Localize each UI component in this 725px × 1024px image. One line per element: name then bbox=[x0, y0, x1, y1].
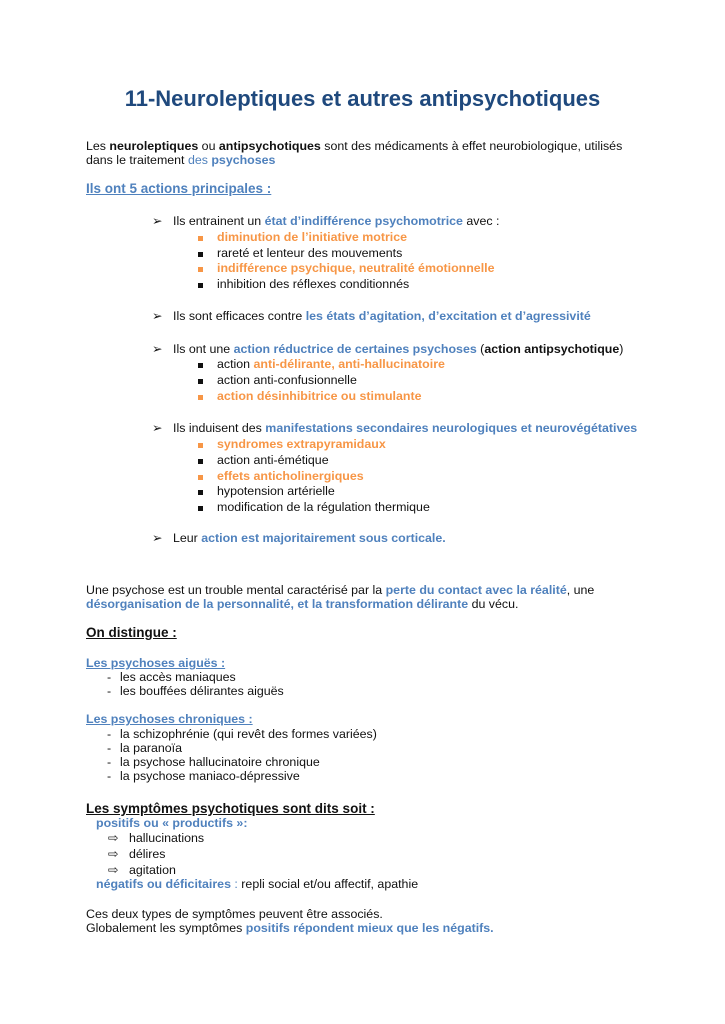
list-item bbox=[217, 261, 494, 276]
list-item bbox=[120, 755, 320, 770]
list-item bbox=[217, 357, 445, 372]
arrow-bullet-icon: ➢ bbox=[152, 421, 163, 435]
text-run: les états d’agitation, d’excitation et d’agressivité bbox=[305, 309, 591, 323]
paragraph-line bbox=[86, 583, 594, 598]
arrow-bullet-icon: ➢ bbox=[152, 214, 163, 228]
list-item bbox=[217, 277, 409, 292]
paragraph-line bbox=[86, 139, 622, 154]
text-run: Les symptômes psychotiques sont dits soit : bbox=[86, 801, 375, 816]
dash-bullet-icon: - bbox=[107, 741, 112, 755]
text-run: diminution de l’initiative motrice bbox=[217, 230, 408, 244]
list-item bbox=[173, 342, 623, 357]
text-run: des bbox=[187, 153, 212, 167]
text-run: action est majoritairement sous corticale. bbox=[201, 531, 446, 545]
text-run: action anti-émétique bbox=[217, 453, 329, 467]
text-run: Ils sont efficaces contre bbox=[173, 309, 306, 323]
hollow-bullet-icon: ⇨ bbox=[108, 863, 119, 877]
text-run: délires bbox=[129, 847, 166, 861]
list-item bbox=[217, 500, 430, 515]
list-item bbox=[129, 831, 204, 846]
text-run: Les bbox=[86, 139, 110, 153]
paragraph-line bbox=[86, 921, 494, 936]
text-run: , une bbox=[566, 583, 595, 597]
paragraph-line bbox=[86, 907, 383, 922]
text-run: du vécu. bbox=[468, 597, 519, 611]
text-run: la psychose hallucinatoire chronique bbox=[120, 755, 320, 769]
text-run: syndromes extrapyramidaux bbox=[217, 437, 386, 451]
square-bullet-icon bbox=[198, 389, 203, 404]
list-item bbox=[217, 437, 386, 452]
text-run: action désinhibitrice ou stimulante bbox=[217, 389, 422, 403]
paragraph-line bbox=[96, 816, 247, 831]
paragraph-line bbox=[96, 877, 418, 892]
text-run: On distingue : bbox=[86, 625, 177, 640]
square-bullet-icon bbox=[198, 246, 203, 261]
list-item bbox=[120, 670, 236, 685]
text-run: Une psychose est un trouble mental caractérisé par la bbox=[86, 583, 386, 597]
square-bullet-icon bbox=[198, 453, 203, 468]
paragraph-line bbox=[86, 656, 225, 671]
dash-bullet-icon: - bbox=[107, 769, 112, 783]
text-run: action bbox=[217, 357, 254, 371]
list-item bbox=[120, 769, 300, 784]
square-bullet-icon bbox=[198, 437, 203, 452]
list-item bbox=[217, 373, 357, 388]
text-run: action réductrice de certaines psychoses bbox=[233, 342, 477, 356]
text-run: repli social et/ou affectif, apathie bbox=[241, 877, 419, 891]
arrow-bullet-icon: ➢ bbox=[152, 342, 163, 356]
text-run: avec : bbox=[462, 214, 500, 228]
text-run: négatifs ou déficitaires bbox=[96, 877, 231, 891]
square-bullet-icon bbox=[198, 261, 203, 276]
text-run: modification de la régulation thermique bbox=[217, 500, 430, 514]
paragraph-line bbox=[86, 181, 271, 197]
text-run: la schizophrénie (qui revêt des formes variées) bbox=[120, 727, 377, 741]
dash-bullet-icon: - bbox=[107, 684, 112, 698]
text-run: ) bbox=[619, 342, 624, 356]
text-run: Ils entrainent un bbox=[173, 214, 265, 228]
text-run: antipsychotiques bbox=[218, 139, 321, 153]
text-run: action antipsychotique bbox=[484, 342, 620, 356]
text-run: état d’indifférence psychomotrice bbox=[264, 214, 463, 228]
paragraph-line bbox=[86, 801, 375, 817]
text-run: la paranoïa bbox=[120, 741, 183, 755]
list-item bbox=[217, 469, 364, 484]
square-bullet-icon bbox=[198, 500, 203, 515]
text-run: : bbox=[230, 877, 242, 891]
text-run: neuroleptiques bbox=[109, 139, 199, 153]
text-run: hypotension artérielle bbox=[217, 484, 335, 498]
text-run: positifs répondent mieux que les négatifs. bbox=[245, 921, 494, 935]
dash-bullet-icon: - bbox=[107, 755, 112, 769]
text-run: agitation bbox=[129, 863, 176, 877]
text-run: effets anticholinergiques bbox=[217, 469, 364, 483]
list-item bbox=[129, 863, 176, 878]
arrow-bullet-icon: ➢ bbox=[152, 309, 163, 323]
text-run: Leur bbox=[173, 531, 202, 545]
text-run: positifs ou « productifs »: bbox=[96, 816, 248, 830]
list-item bbox=[173, 421, 637, 436]
square-bullet-icon bbox=[198, 357, 203, 372]
text-run: hallucinations bbox=[129, 831, 205, 845]
dash-bullet-icon: - bbox=[107, 670, 112, 684]
list-item bbox=[173, 531, 446, 546]
square-bullet-icon bbox=[198, 484, 203, 499]
text-run: Ils ont une bbox=[173, 342, 234, 356]
list-item bbox=[173, 214, 499, 229]
text-run: psychoses bbox=[211, 153, 276, 167]
text-run: Ils ont 5 actions principales : bbox=[86, 181, 272, 196]
list-item bbox=[217, 389, 421, 404]
list-item bbox=[120, 684, 284, 699]
list-item bbox=[120, 727, 377, 742]
text-run: les bouffées délirantes aiguës bbox=[120, 684, 284, 698]
text-run: action anti-confusionnelle bbox=[217, 373, 357, 387]
hollow-bullet-icon: ⇨ bbox=[108, 831, 119, 845]
dash-bullet-icon: - bbox=[107, 727, 112, 741]
text-run: perte du contact avec la réalité bbox=[385, 583, 567, 597]
text-run: ou bbox=[198, 139, 219, 153]
text-run: les accès maniaques bbox=[120, 670, 236, 684]
text-run: Ces deux types de symptômes peuvent être associés. bbox=[86, 907, 383, 921]
page-title: 11-Neuroleptiques et autres antipsychotiques bbox=[124, 86, 601, 111]
list-item bbox=[217, 484, 335, 499]
list-item bbox=[129, 847, 166, 862]
text-run: Ils induisent des bbox=[173, 421, 266, 435]
text-run: Globalement les symptômes bbox=[86, 921, 246, 935]
text-run: rareté et lenteur des mouvements bbox=[217, 246, 403, 260]
square-bullet-icon bbox=[198, 277, 203, 292]
list-item bbox=[217, 453, 329, 468]
square-bullet-icon bbox=[198, 469, 203, 484]
list-item bbox=[120, 741, 182, 756]
list-item bbox=[173, 309, 591, 324]
text-run: indifférence psychique, neutralité émotionnelle bbox=[217, 261, 495, 275]
text-run: dans le traitement bbox=[86, 153, 188, 167]
paragraph-line bbox=[86, 712, 253, 727]
hollow-bullet-icon: ⇨ bbox=[108, 847, 119, 861]
text-run: anti-délirante, anti-hallucinatoire bbox=[253, 357, 445, 371]
list-item bbox=[217, 230, 407, 245]
list-item bbox=[217, 246, 402, 261]
text-run: désorganisation de la personnalité, et la transformation délirante bbox=[86, 597, 469, 611]
paragraph-line bbox=[86, 153, 275, 168]
text-run: Les psychoses aiguës : bbox=[86, 656, 226, 670]
square-bullet-icon bbox=[198, 230, 203, 245]
text-run: Les psychoses chroniques : bbox=[86, 712, 253, 726]
text-run: la psychose maniaco-dépressive bbox=[120, 769, 300, 783]
text-run: inhibition des réflexes conditionnés bbox=[217, 277, 410, 291]
paragraph-line bbox=[86, 625, 177, 641]
text-run: ( bbox=[476, 342, 485, 356]
square-bullet-icon bbox=[198, 373, 203, 388]
text-run: sont des médicaments à effet neurobiologique, utilisés bbox=[320, 139, 623, 153]
arrow-bullet-icon: ➢ bbox=[152, 531, 163, 545]
text-run: manifestations secondaires neurologiques et neurovégétatives bbox=[265, 421, 638, 435]
paragraph-line bbox=[86, 597, 518, 612]
